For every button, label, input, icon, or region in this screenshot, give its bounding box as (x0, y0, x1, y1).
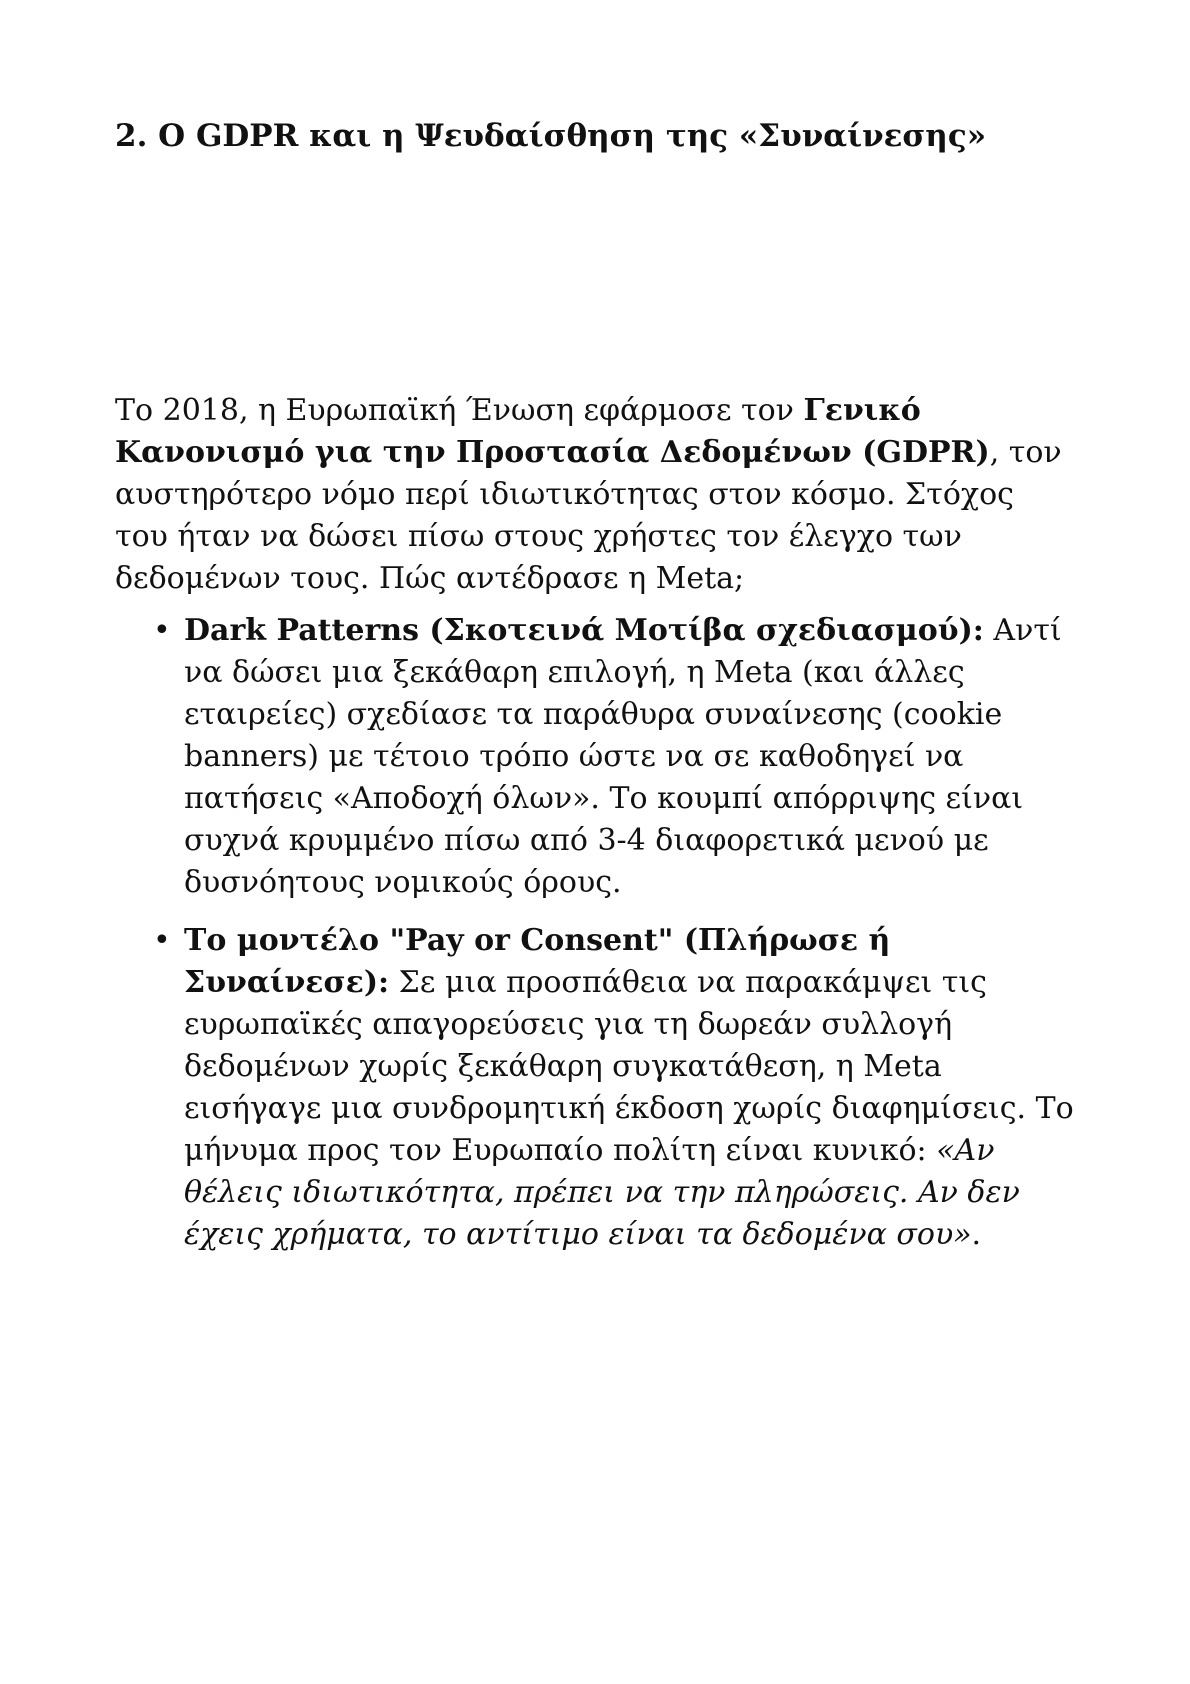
section-heading: 2. Ο GDPR και η Ψευδαίσθηση της «Συναίνεσης» (115, 118, 987, 154)
bullet-dot: • (153, 613, 171, 648)
list-item (115, 610, 1075, 904)
bullet-title: Dark Patterns (Σκοτεινά Μοτίβα σχεδιασμού): (184, 613, 984, 648)
intro-text-before: Το 2018, η Ευρωπαϊκή Ένωση εφάρμοσε τον (115, 393, 804, 428)
intro-bold-term: Γενικό Κανονισμό για την Προστασία Δεδομένων (GDPR) (115, 393, 990, 470)
bullet-title: Το μοντέλο "Pay or Consent" (Πλήρωσε ή Συναίνεσε): (184, 923, 891, 1000)
bullet-text: Αντί να δώσει μια ξεκάθαρη επιλογή, η Meta (και άλλες εταιρείες) σχεδίασε τα παράθυρα συναίνεσης (cookie banners) με τέτοιο τρόπο ώστε να σε καθοδηγεί να πατήσεις «Αποδοχή όλων». Το κουμπί απόρριψης είναι συχνά κρυμμένο πίσω από 3-4 διαφορετικά μενού με δυσνόητους νομικούς όρους. (184, 613, 1062, 900)
intro-paragraph (115, 390, 1075, 600)
intro-text-after: , τον αυστηρότερο νόμο περί ιδιωτικότητας στον κόσμο. Στόχος του ήταν να δώσει πίσω στους χρήστες τον έλεγχο των δεδομένων τους. Πώς αντέδρασε η Meta; (115, 435, 1062, 596)
bullet-list (115, 610, 1075, 1272)
bullet-text: Σε μια προσπάθεια να παρακάμψει τις ευρωπαϊκές απαγορεύσεις για τη δωρεάν συλλογή δεδομένων χωρίς ξεκάθαρη συγκατάθεση, η Meta εισήγαγε μια συνδρομητική έκδοση χωρίς διαφημίσεις. Το μήνυμα προς τον Ευρωπαίο πολίτη είναι κυνικό: (184, 965, 1074, 1168)
bullet-quote: «Αν θέλεις ιδιωτικότητα, πρέπει να την πληρώσεις. Αν δεν έχεις χρήματα, το αντίτιμο είναι τα δεδομένα σου» (184, 1133, 1020, 1252)
bullet-dot: • (153, 923, 171, 958)
bullet-end: . (971, 1217, 982, 1252)
list-item (115, 920, 1075, 1256)
